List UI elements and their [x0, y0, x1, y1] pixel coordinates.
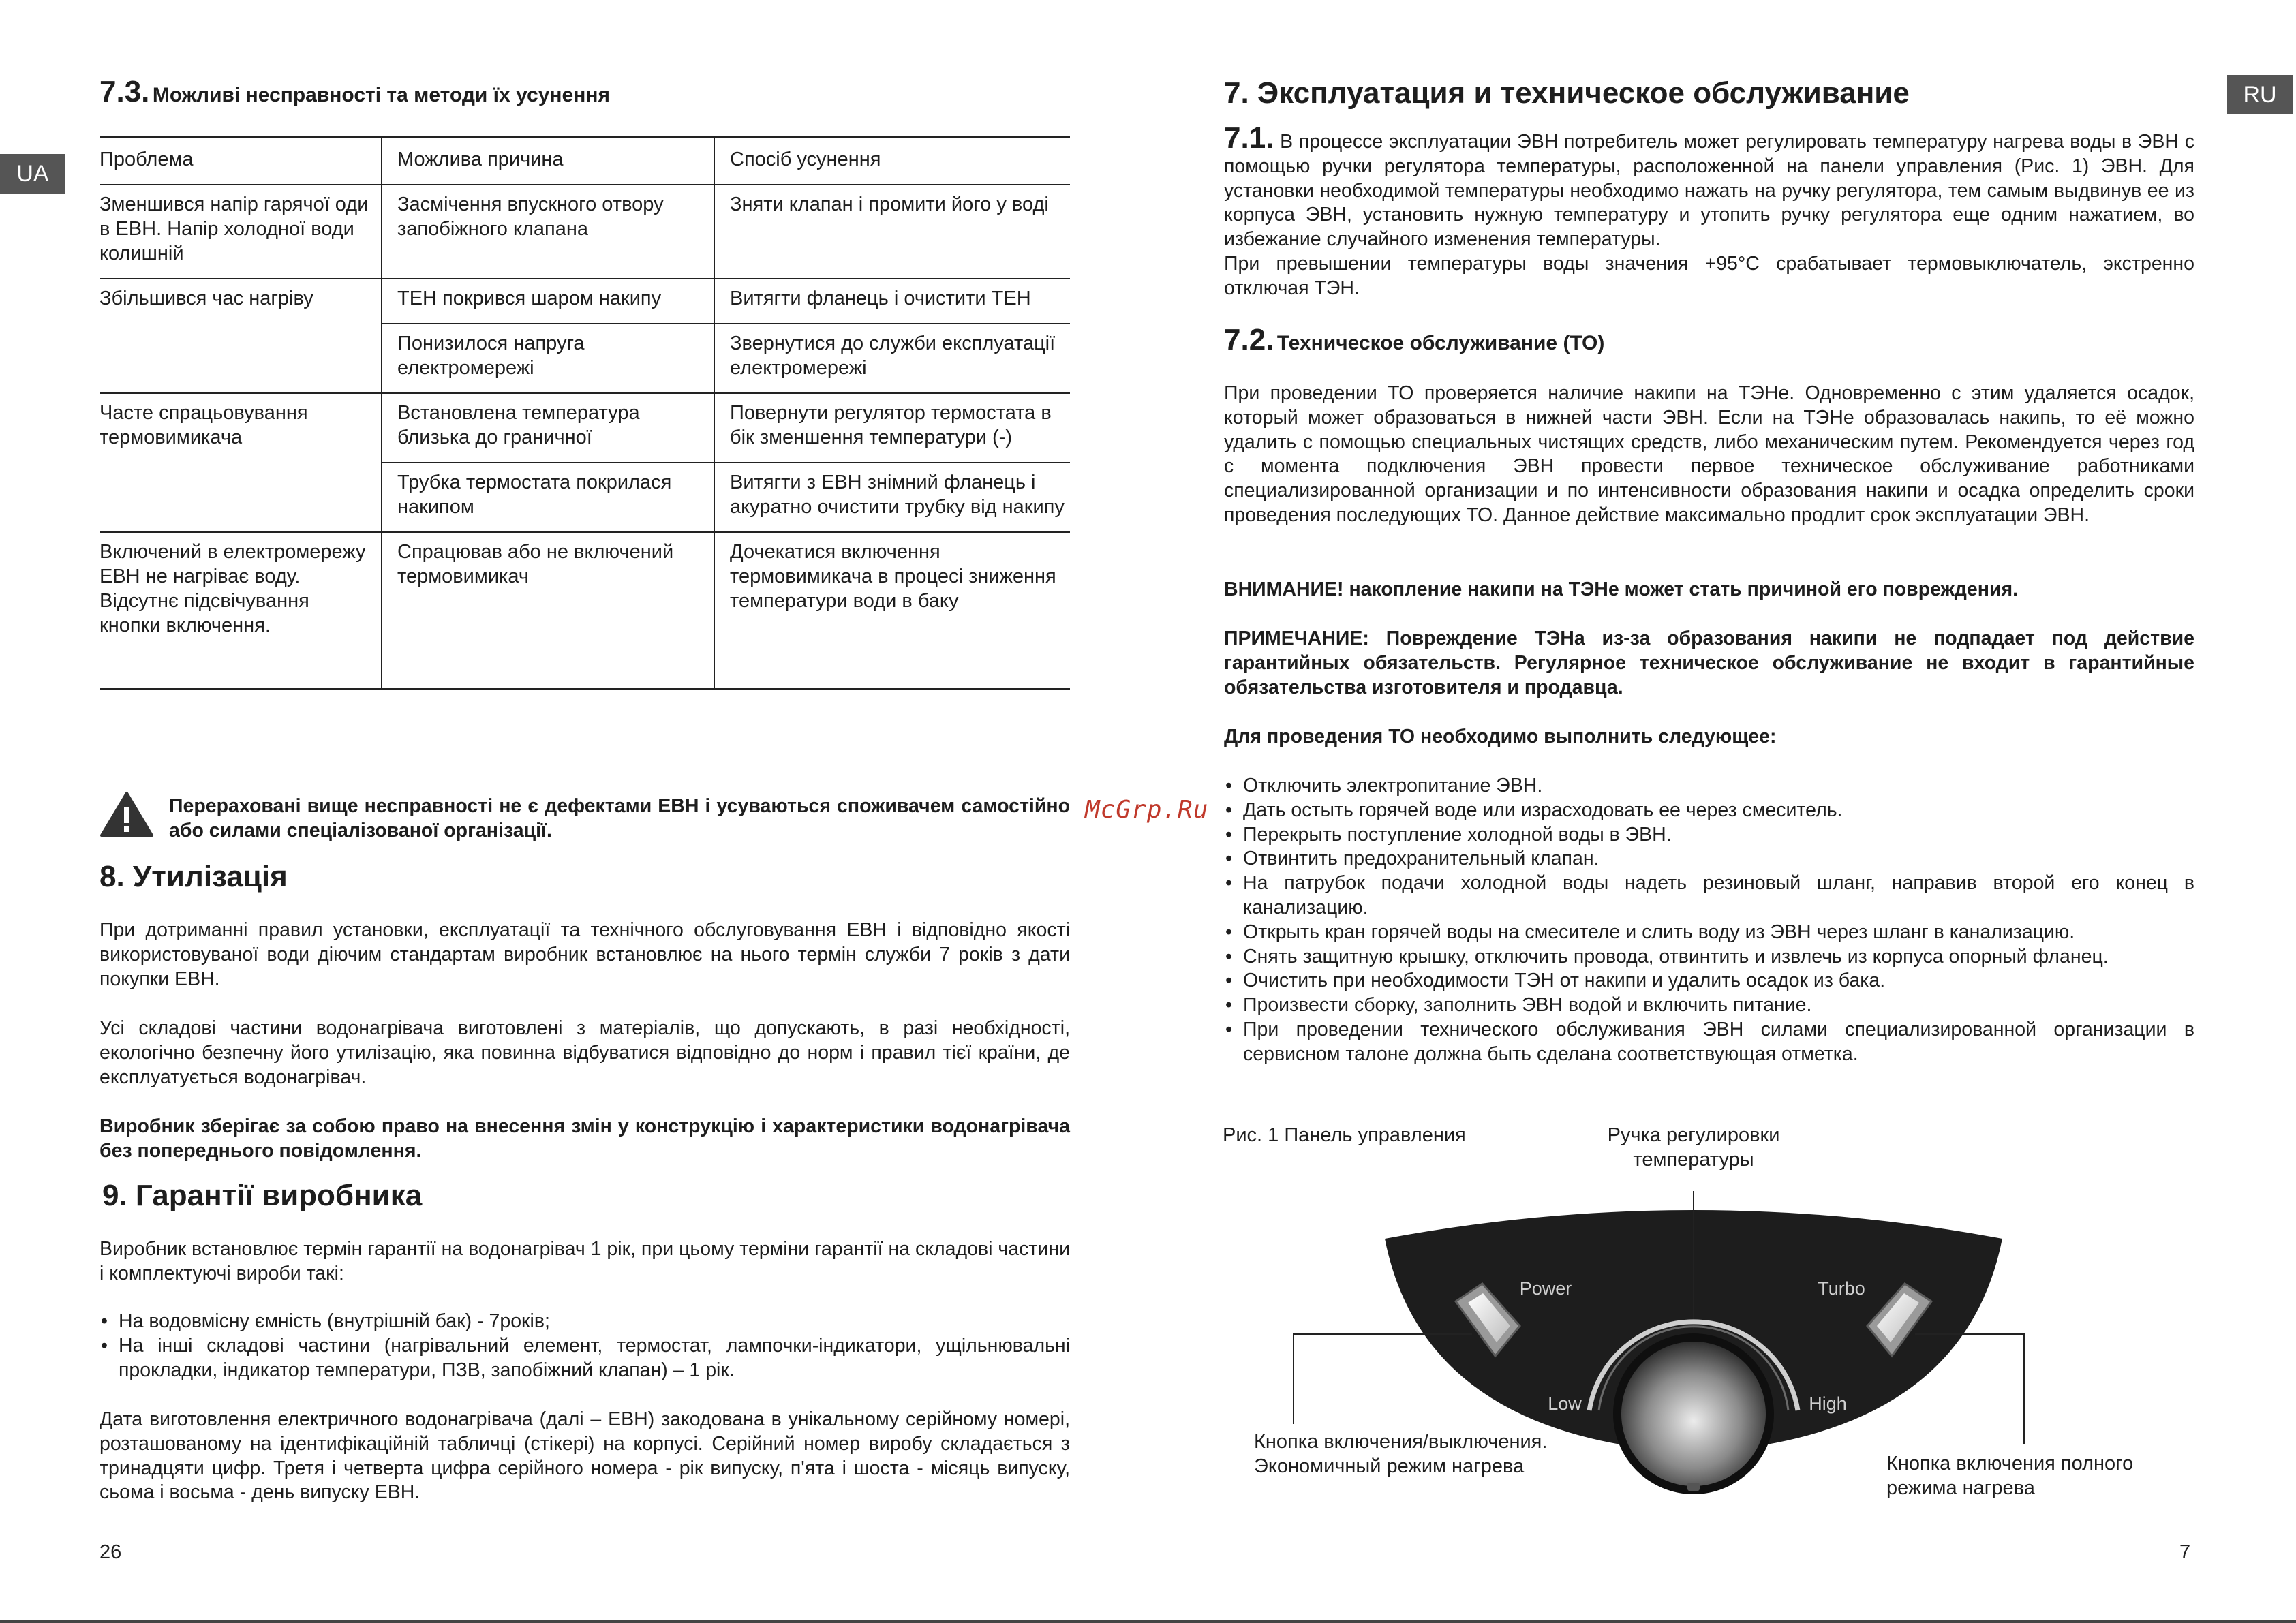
section-number: 7.2.: [1224, 323, 1274, 356]
list-item: • На патрубок подачи холодной воды надеть резиновый шланг, направив второй его конец в канализацию.: [1224, 871, 2194, 921]
section-7-2-heading: [1224, 323, 1604, 357]
cause-cell: Спрацював або не включений термовимикач: [382, 532, 714, 689]
section-7-1-text-2: При превышении температуры воды значения +95°С срабатывает термовыключатель, экстренно отключая ТЭН.: [1224, 252, 2194, 299]
list-item: • Очистить при необходимости ТЭН от накипи и удалить осадок из бака.: [1224, 969, 2194, 993]
power-text: Power: [1519, 1278, 1572, 1299]
maintenance-steps-title: Для проведения ТО необходимо выполнить следующее:: [1224, 726, 1777, 747]
fix-cell: Зняти клапан і промити його у воді: [714, 185, 1070, 279]
section-8-title: 8. Утилізація: [100, 860, 288, 893]
section-title: Можливі несправності та методи їх усунення: [152, 84, 610, 106]
table-header-cell: Проблема: [100, 137, 382, 185]
ru-language-badge: RU: [2227, 75, 2293, 114]
list-item: • При проведении технического обслуживания ЭВН силами специализированной организации в сервисном талоне должна быть сделана соответствующая отметка.: [1224, 1018, 2194, 1067]
table-header-cell: Можлива причина: [382, 137, 714, 185]
table-header-row: [100, 137, 1070, 185]
fix-cell: Дочекатися включення термовимикача в процесі зниження температури води в баку: [714, 532, 1070, 689]
section-9-title: 9. Гарантії виробника: [102, 1179, 423, 1212]
warning-text: Перераховані вище несправності не є дефектами ЕВН і усуваються споживачем самостійно або силами спеціалізованої організації.: [169, 795, 1070, 841]
fix-cell: Повернути регулятор термостата в бік зменшення температури (-): [714, 393, 1070, 463]
table-row: [100, 393, 1070, 463]
section-7-1-paragraph: [1224, 121, 2194, 301]
problem-cell: Часте спрацьовування термовимикача: [100, 393, 382, 532]
section-9-paragraph-2: Дата виготовлення електричного водонагрівача (далі – ЕВН) закодована в унікальному серійному номері, розташованому на ідентифікаційній табличці (стікері) на корпусі. Серійний номер виробу складається з тринадцяти цифр. Третя і четверта цифра серійного номера - рік випуску, п'ята і шоста - місяць випуску, сьома і восьма - день випуску ЕВН.: [100, 1408, 1070, 1504]
section-8-paragraph-2: Усі складові частини водонагрівача виготовлені з матеріалів, що допускають, в разі необхідності, екологічно безпечну його утилізацію, яка повинна відбуватися відповідно до норм і правил тієї країни, де експлуатується водонагрівач.: [100, 1017, 1070, 1088]
list-item: • Отвинтить предохранительный клапан.: [1224, 847, 2194, 871]
cause-cell: Понизилося напруга електромережі: [382, 324, 714, 393]
cause-cell: ТЕН покрився шаром накипу: [382, 279, 714, 324]
warranty-list: [100, 1310, 1070, 1382]
figure-caption: Рис. 1 Панель управления: [1223, 1124, 1466, 1146]
turbo-button-label: Кнопка включения полного режима нагрева: [1886, 1453, 2134, 1499]
table-row: [100, 185, 1070, 279]
section-title: Техническое обслуживание (ТО): [1276, 332, 1605, 354]
warning-triangle-icon: [100, 790, 154, 838]
cause-cell: Трубка термостата покрилася накипом: [382, 463, 714, 532]
problem-cell: Збільшився час нагріву: [100, 279, 382, 393]
turbo-text: Turbo: [1818, 1278, 1865, 1299]
section-7-2-paragraph: При проведении ТО проверяется наличие накипи на ТЭНе. Одновременно с этим удаляется осадок, который может образоваться в нижней части ЭВН. Если на ТЭНе образовалась накипь, то её можно удалить с помощью специальных чистящих средств, либо механическим путем. Рекомендуется через год с момента подключения ЭВН провести первое техническое обслуживание работниками специализированной организации и по интенсивности образования накипи и осадка определить сроки проведения последующих ТО. Данное действие максимально продлит срок эксплуатации ЭВН.: [1224, 382, 2194, 526]
section-number: 7.3.: [100, 75, 150, 108]
list-item: • На інші складові частини (нагрівальний елемент, термостат, лампочки-індикатори, ущільнювальні прокладки, індикатор температури, ПЗВ, запобіжний клапан) – 1 рік.: [100, 1334, 1070, 1383]
table-row: [100, 279, 1070, 324]
cause-cell: Встановлена температура близька до граничної: [382, 393, 714, 463]
fix-cell: Витягти з ЕВН знімний фланець і акуратно очистити трубку від накипу: [714, 463, 1070, 532]
attention-text: ВНИМАНИЕ! накопление накипи на ТЭНе может стать причиной его повреждения.: [1224, 578, 2019, 600]
problem-cell: Включений в електромережу ЕВН не нагріває воду. Відсутнє підсвічування кнопки включення.: [100, 532, 382, 689]
note-text: ПРИМЕЧАНИЕ: Повреждение ТЭНа из-за образования накипи не подпадает под действие гарантийных обязательств. Регулярное техническое обслуживание не входит в гарантийные обязательства изготовителя и продавца.: [1224, 628, 2194, 698]
fix-cell: Витягти фланець і очистити ТЕН: [714, 279, 1070, 324]
low-text: Low: [1548, 1393, 1582, 1414]
temperature-knob[interactable]: [1613, 1333, 1774, 1494]
section-9-paragraph-1: Виробник встановлює термін гарантії на водонагрівач 1 рік, при цьому терміни гарантії на складові частини і комплектуючі вироби такі:: [100, 1238, 1070, 1284]
watermark: McGrp.Ru: [1085, 796, 1209, 824]
section-7-3-heading: [100, 75, 610, 109]
power-button-label: Кнопка включения/выключения. Экономичный режим нагрева: [1254, 1431, 1548, 1477]
list-item: • Перекрыть поступление холодной воды в ЭВН.: [1224, 823, 2194, 848]
list-item: • Дать остыть горячей воде или израсходовать ее через смеситель.: [1224, 799, 2194, 823]
page-number-right: 7: [2179, 1541, 2191, 1563]
control-panel-illustration: [1281, 1186, 2045, 1499]
section-7-1-text: В процессе эксплуатации ЭВН потребитель может регулировать температуру нагрева воды в ЭВН с помощью ручки регулятора температуры, расположенной на панели управления (Рис. 1) ЭВН. Для установки необходимой температуры необходимо нажать на ручку регулятора, тем самым выдвинув ее из корпуса ЭВН, установить нужную температуру и утопить ручку регулятора еще одним нажатием, во избежание случайного изменения температуры.: [1224, 131, 2194, 251]
list-item: • Снять защитную крышку, отключить провода, отвинтить и извлечь из корпуса опорный фланец.: [1224, 945, 2194, 970]
ua-language-badge: UA: [0, 154, 65, 194]
cause-cell: Засмічення впускного отвору запобіжного клапана: [382, 185, 714, 279]
list-item: • Произвести сборку, заполнить ЭВН водой и включить питание.: [1224, 993, 2194, 1018]
problem-cell: Зменшився напір гарячої оди в ЕВН. Напір холодної води колишній: [100, 185, 382, 279]
section-7-title: 7. Эксплуатация и техническое обслуживание: [1224, 76, 1910, 110]
section-8-paragraph-3: Виробник зберігає за собою право на внесення змін у конструкцію і характеристики водонагрівача без попереднього повідомлення.: [100, 1115, 1070, 1162]
table-header-cell: Спосіб усунення: [714, 137, 1070, 185]
maintenance-steps-list: [1224, 774, 2194, 1067]
knob-label: Ручка регулировки температуры: [1607, 1124, 1780, 1171]
troubleshooting-table: [100, 136, 1070, 690]
list-item: • Отключить электропитание ЭВН.: [1224, 774, 2194, 799]
high-text: High: [1809, 1393, 1847, 1414]
section-8-paragraph-1: При дотриманні правил установки, експлуатації та технічного обслуговування ЕВН і відповідно якості використовуваної води діючим стандартам виробник встановлює на нього термін служби 7 років з дати покупки ЕВН.: [100, 919, 1070, 990]
list-item: • Открыть кран горячей воды на смесителе и слить воду из ЭВН через шланг в канализацию.: [1224, 921, 2194, 945]
section-number: 7.1.: [1224, 121, 1274, 155]
page-bottom-border: [0, 1620, 2296, 1623]
list-item: • На водовмісну ємність (внутрішній бак) - 7років;: [100, 1310, 1070, 1334]
page-number-left: 26: [100, 1541, 122, 1563]
fix-cell: Звернутися до служби експлуатації електромережі: [714, 324, 1070, 393]
table-row: [100, 532, 1070, 689]
